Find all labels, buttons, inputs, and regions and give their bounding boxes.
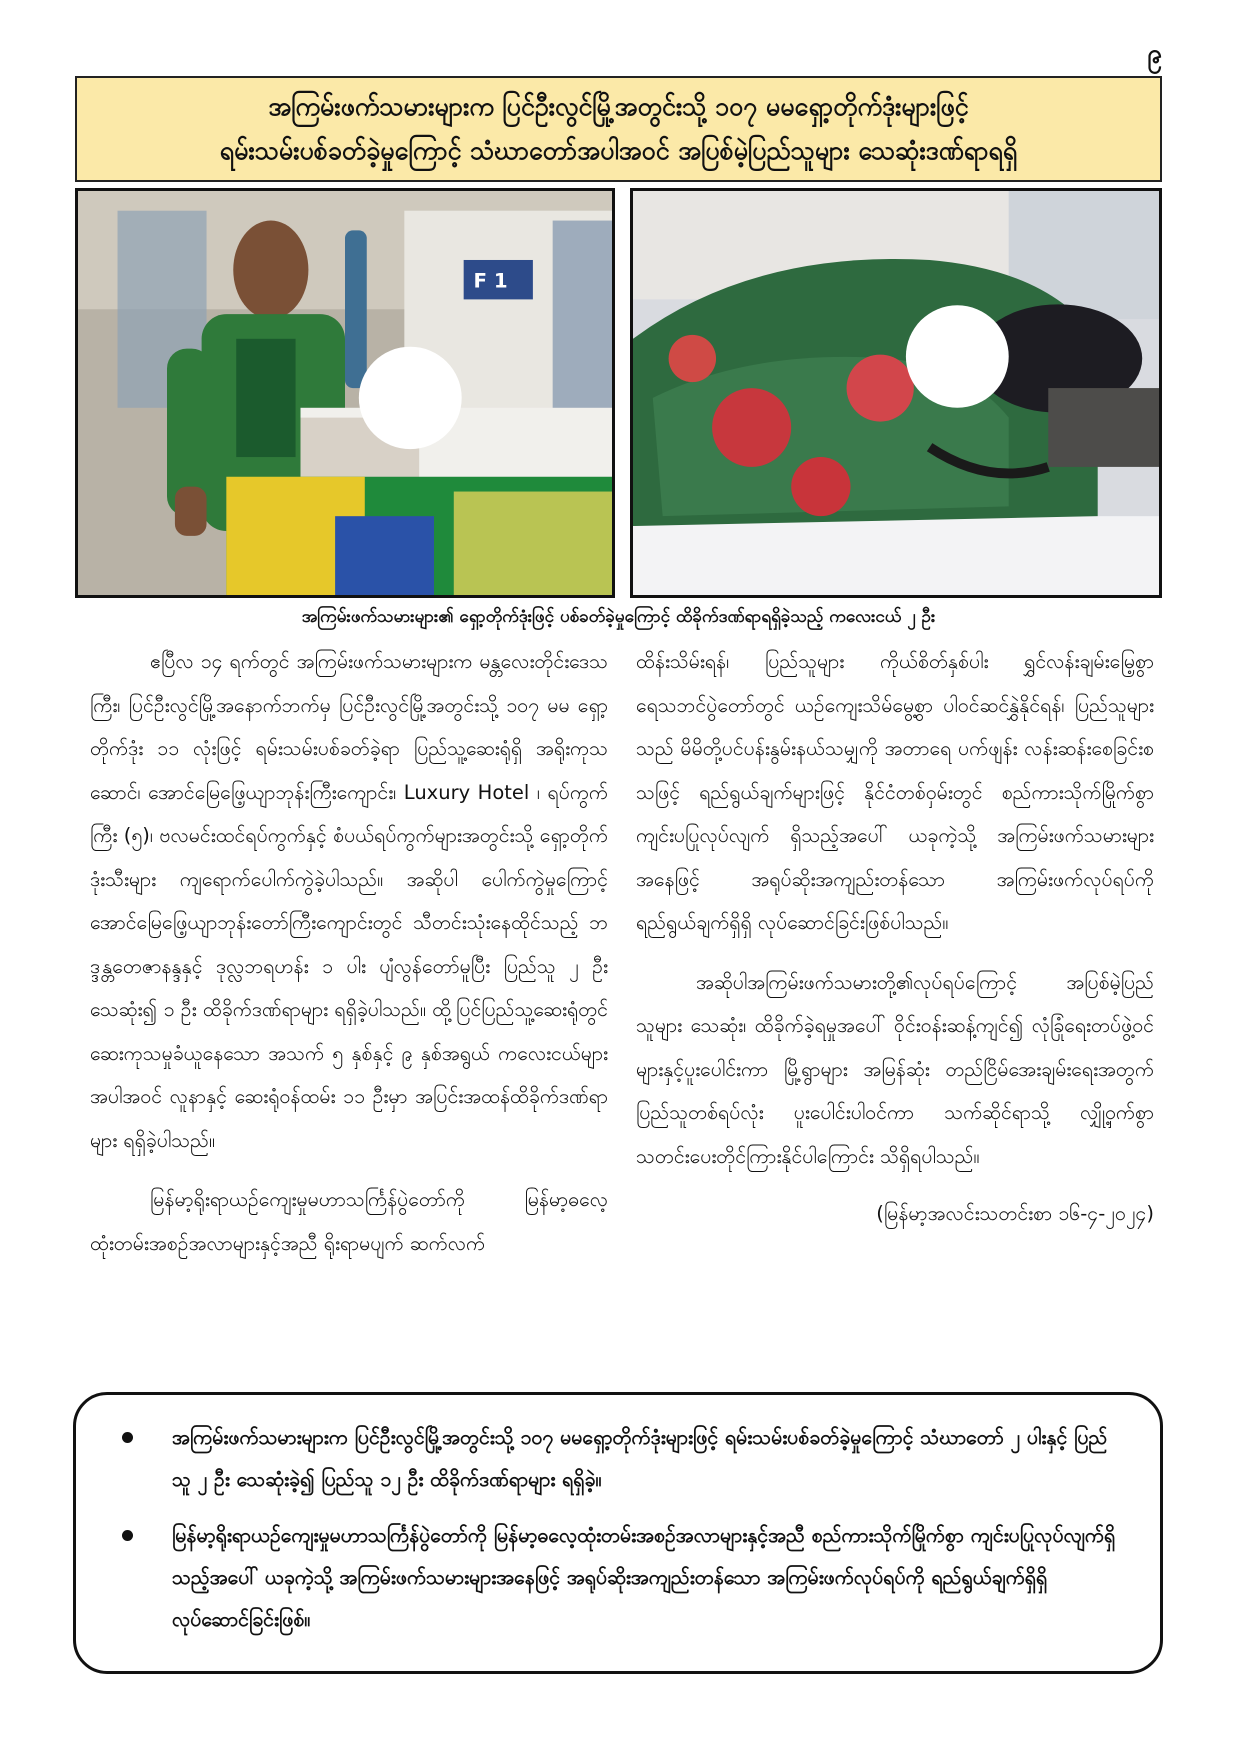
- bullet-icon: [122, 1530, 133, 1541]
- photo-hospital-visitor: [75, 188, 615, 598]
- face-blur-circle: [906, 305, 1009, 407]
- article-column-left: [90, 640, 608, 1265]
- hospital-photo-right-graphic: [633, 191, 1159, 595]
- page-number: ၉: [1147, 39, 1162, 69]
- summary-item-text: မြန်မာ့ရိုးရာယဉ်ကျေးမှုမဟာသင်္ကြန်ပွဲတော်ကို မြန်မာ့ဓလေ့ထုံးတမ်းအစဉ်အလာများနှင့်အညီ စည်ကားသိုက်မြိုက်စွာ ကျင်းပပြုလုပ်လျက်ရှိသည့်အပေါ် ယခုကဲ့သို့ အကြမ်းဖက်သမားများအနေဖြင့် အရုပ်ဆိုးအကျည်းတန်သော အကြမ်းဖက်လုပ်ရပ်ကို ရည်ရွယ်ချက်ရှိရှိ လုပ်ဆောင်ခြင်းဖြစ်။: [172, 1524, 1116, 1631]
- face-blur-circle: [359, 347, 462, 449]
- photo-injured-child: [630, 188, 1162, 598]
- bed-sign-text: F 1: [473, 269, 508, 293]
- headline-line-2: ရမ်းသမ်းပစ်ခတ်ခဲ့မှုကြောင့် သံဃာတော်အပါအဝင် အပြစ်မဲ့ပြည်သူများ သေဆုံးဒဏ်ရာရရှိ: [219, 136, 1018, 165]
- headline-line-1: အကြမ်းဖက်သမားများက ပြင်ဦးလွင်မြို့အတွင်းသို့ ၁၀၇ မမရှော့တိုက်ဒုံးများဖြင့်: [268, 92, 969, 121]
- bullet-icon: [122, 1432, 133, 1443]
- summary-item: [114, 1515, 1120, 1641]
- summary-list: [114, 1417, 1120, 1641]
- summary-box: [73, 1392, 1163, 1674]
- headline-box: [75, 76, 1162, 182]
- article-paragraph: ဧပြီလ ၁၄ ရက်တွင် အကြမ်းဖက်သမားများက မန္တလေးတိုင်းဒေသကြီး၊ ပြင်ဦးလွင်မြို့အနောက်ဘက်မှ ပြင်ဦးလွင်မြို့အတွင်းသို့ ၁၀၇ မမ ရှော့တိုက်ဒုံး ၁၁ လုံးဖြင့် ရမ်းသမ်းပစ်ခတ်ခဲ့ရာ ပြည်သူ့ဆေးရုံရှိ အရိုးကုသဆောင်၊ အောင်မြေဖြေ့ယျာဘုန်းကြီးကျောင်း၊ Luxury Hotel ၊ ရပ်ကွက်ကြီး (၅)၊ ဗလမင်းထင်ရပ်ကွက်နှင့် စံပယ်ရပ်ကွက်များအတွင်းသို့ ရှော့တိုက်ဒုံးသီးများ ကျရောက်ပေါက်ကွဲခဲ့ပါသည်။ အဆိုပါ ပေါက်ကွဲမှုကြောင့် အောင်မြေဖြေ့ယျာဘုန်းတော်ကြီးကျောင်းတွင် သီတင်းသုံးနေထိုင်သည့် ဘဒ္ဒန္တတေဇာနန္ဒနှင့် ဒုလ္လဘရဟန်း ၁ ပါး ပျံလွန်တော်မူပြီး ပြည်သူ ၂ ဦးသေဆုံး၍ ၁ ဦး ထိခိုက်ဒဏ်ရာများ ရရှိခဲ့ပါသည်။ ထို့ပြင်ပြည်သူ့ဆေးရုံတွင် ဆေးကုသမှုခံယူနေသော အသက် ၅ နှစ်နှင့် ၉ နှစ်အရွယ် ကလေးငယ်များအပါအဝင် လူနာနှင့် ဆေးရုံဝန်ထမ်း ၁၁ ဦးမှာ အပြင်းအထန်ထိခိုက်ဒဏ်ရာများ ရရှိခဲ့ပါသည်။: [90, 650, 608, 1152]
- summary-item: [114, 1417, 1120, 1501]
- photo-caption: အကြမ်းဖက်သမားများ၏ ရှော့တိုက်ဒုံးဖြင့် ပစ်ခတ်ခဲ့မှုကြောင့် ထိခိုက်ဒဏ်ရာရရှိခဲ့သည့် ကလေးငယ် ၂ ဦး: [301, 607, 936, 627]
- article-paragraph: မြန်မာ့ရိုးရာယဉ်ကျေးမှုမဟာသင်္ကြန်ပွဲတော်ကို မြန်မာ့ဓလေ့ထုံးတမ်းအစဉ်အလာများနှင့်အညီ ရိုးရာမပျက် ဆက်လက်: [90, 1188, 608, 1255]
- article-paragraph: အဆိုပါအကြမ်းဖက်သမားတို့၏လုပ်ရပ်ကြောင့် အပြစ်မဲ့ပြည်သူများ သေဆုံး၊ ထိခိုက်ခဲ့ရမှုအပေါ် ဝိုင်းဝန်းဆန့်ကျင်၍ လုံခြုံရေးတပ်ဖွဲ့ဝင်များနှင့်ပူးပေါင်းကာ မြို့ရွာများ အမြန်ဆုံး တည်ငြိမ်အေးချမ်းရေးအတွက် ပြည်သူတစ်ရပ်လုံး ပူးပေါင်းပါဝင်ကာ သက်ဆိုင်ရာသို့ လျှို့ဝှက်စွာ သတင်းပေးတိုင်ကြားနိုင်ပါကြောင်း သိရှိရပါသည်။: [636, 970, 1154, 1168]
- article-column-right: [636, 640, 1154, 1236]
- summary-item-text: အကြမ်းဖက်သမားများက ပြင်ဦးလွင်မြို့အတွင်းသို့ ၁၀၇ မမရှော့တိုက်ဒုံးများဖြင့် ရမ်းသမ်းပစ်ခတ်ခဲ့မှုကြောင့် သံဃာတော် ၂ ပါးနှင့် ပြည်သူ ၂ ဦး သေဆုံးခဲ့၍ ပြည်သူ ၁၂ ဦး ထိခိုက်ဒဏ်ရာများ ရရှိခဲ့။: [172, 1426, 1108, 1491]
- article-paragraph: ထိန်းသိမ်းရန်၊ ပြည်သူများ ကိုယ်စိတ်နှစ်ပါး ရွှင်လန်းချမ်းမြေ့စွာ ရေသဘင်ပွဲတော်တွင် ယဉ်ကျေးသိမ်မွေ့စွာ ပါဝင်ဆင်နွှဲနိုင်ရန်၊ ပြည်သူများသည် မိမိတို့ပင်ပန်းနွမ်းနယ်သမျှကို အတာရေ ပက်ဖျန်း လန်းဆန်းစေခြင်းစသဖြင့် ရည်ရွယ်ချက်များဖြင့် နိုင်ငံတစ်ဝှမ်းတွင် စည်ကားသိုက်မြိုက်စွာ ကျင်းပပြုလုပ်လျက် ရှိသည့်အပေါ် ယခုကဲ့သို့ အကြမ်းဖက်သမားများအနေဖြင့် အရုပ်ဆိုးအကျည်းတန်သော အကြမ်းဖက်လုပ်ရပ်ကို ရည်ရွယ်ချက်ရှိရှိ လုပ်ဆောင်ခြင်းဖြစ်ပါသည်။: [636, 650, 1154, 934]
- article-source: (မြန်မာ့အလင်းသတင်းစာ ၁၆-၄-၂၀၂၄): [876, 1202, 1154, 1225]
- hospital-photo-left-graphic: [78, 191, 612, 595]
